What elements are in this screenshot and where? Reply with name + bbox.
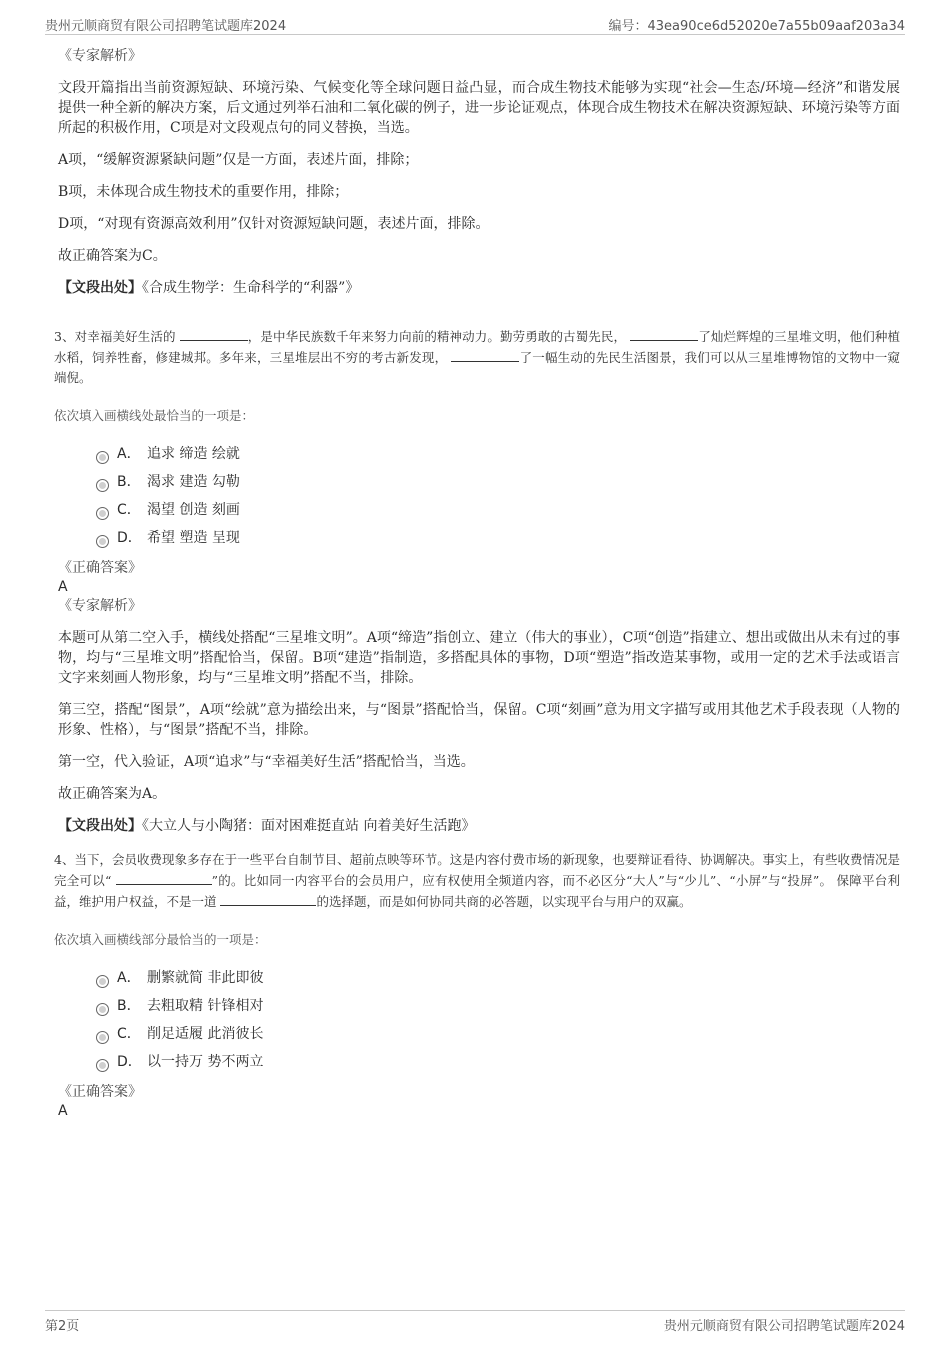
analysis-paragraph: 本题可从第二空入手，横线处搭配“三星堆文明”。A项“缔造”指创立、建立（伟大的事业），C项“创造”指建立、想出或做出从未有过的事物，均与“三星堆文明”搭配恰当，保留。B项“建造”指制造，多搭配具体的事物，D项“塑造”指改造某事物，或用一定的艺术手法或语言文字来刻画人物形象，均与“三星堆文明”搭配不当，排除。 xyxy=(58,630,900,686)
option-text: 去粗取精 针锋相对 xyxy=(147,998,264,1014)
option-text: 删繁就简 非此即彼 xyxy=(147,970,264,986)
page-header xyxy=(45,12,905,35)
blank-line xyxy=(630,326,698,341)
correct-answer-label: 《正确答案》 xyxy=(58,560,142,576)
blank-line xyxy=(220,891,316,906)
stem-text: 了一幅生动的先民生活图景，我们可以从三星堆博物馆的文物中一窥端倪。 xyxy=(54,350,900,385)
analysis-conclusion: 故正确答案为A。 xyxy=(58,786,167,802)
stem-text: 的选择题，而是如何协同共商的必答题，以实现平台与用户的双赢。 xyxy=(316,894,692,909)
radio-icon[interactable] xyxy=(96,479,109,492)
analysis-paragraph: 文段开篇指出当前资源短缺、环境污染、气候变化等全球问题日益凸显，而合成生物技术能够为实现“社会—生态/环境—经济”和谐发展提供一种全新的解决方案，后文通过列举石油和二氧化碳的例子，进一步论证观点，体现合成生物技术在解决资源短缺、环境污染等方面所起的积极作用，C项是对文段观点句的同义替换，当选。 xyxy=(58,80,900,136)
option-letter: C． xyxy=(117,1026,141,1042)
option-c[interactable] xyxy=(96,496,900,524)
option-letter: D． xyxy=(117,530,142,546)
option-text: 追求 缔造 绘就 xyxy=(147,446,240,462)
blank-line xyxy=(180,326,248,341)
option-letter: A． xyxy=(117,970,141,986)
page-footer xyxy=(45,1310,905,1335)
stem-text: ”的。比如同一内容平台的会员用户，应有权使用全频道内容，而不必区分“大人”与“少儿”、“小屏”与“投屏”。 保障平台利益，维护用户权益，不是一道 xyxy=(54,873,900,909)
analysis-paragraph: 第三空，搭配“图景”，A项“绘就”意为描绘出来，与“图景”搭配恰当，保留。C项“刻画”意为用文字描写或用其他艺术手段表现（人物的形象、性格），与“图景”搭配不当，排除。 xyxy=(58,702,900,738)
question-3-prompt: 依次填入画横线处最恰当的一项是： xyxy=(54,408,255,423)
question-3-options xyxy=(96,440,900,552)
radio-icon[interactable] xyxy=(96,1059,109,1072)
question-4-stem xyxy=(54,850,900,912)
question-4 xyxy=(54,850,900,1120)
question-3 xyxy=(54,326,900,836)
option-text: 希望 塑造 呈现 xyxy=(147,530,240,546)
radio-icon[interactable] xyxy=(96,1031,109,1044)
option-letter: D． xyxy=(117,1054,142,1070)
footer-title: 贵州元顺商贸有限公司招聘笔试题库2024 xyxy=(663,1319,905,1334)
blank-line xyxy=(451,347,519,362)
question-4-options xyxy=(96,964,900,1076)
correct-answer: A xyxy=(58,1103,68,1119)
option-c[interactable] xyxy=(96,1020,900,1048)
option-letter: B． xyxy=(117,474,141,490)
source-text: 《合成生物学：生命科学的“利器”》 xyxy=(142,280,360,296)
expert-analysis-label: 《专家解析》 xyxy=(58,598,142,614)
radio-icon[interactable] xyxy=(96,507,109,520)
radio-icon[interactable] xyxy=(96,975,109,988)
source-text: 《大立人与小陶猪：面对困难挺直站 向着美好生活跑》 xyxy=(142,818,476,834)
stem-text: 3、对幸福美好生活的 xyxy=(54,329,180,344)
correct-answer: A xyxy=(58,579,68,595)
stem-text: 了灿烂辉煌的三星堆文明，他们种植水稻，饲养牲畜，修建城邦。多年来，三星堆层出不穷的考古新发现， xyxy=(54,329,900,365)
option-b[interactable] xyxy=(96,992,900,1020)
radio-icon[interactable] xyxy=(96,451,109,464)
option-letter: A． xyxy=(117,446,141,462)
header-title: 贵州元顺商贸有限公司招聘笔试题库2024 xyxy=(45,19,287,34)
expert-analysis-label: 《专家解析》 xyxy=(58,48,142,64)
source-label: 【文段出处】 xyxy=(58,818,142,834)
page-number: 第2页 xyxy=(45,1319,80,1334)
option-a[interactable] xyxy=(96,964,900,992)
source-line xyxy=(58,816,900,836)
analysis-conclusion: 故正确答案为C。 xyxy=(58,248,167,264)
analysis-paragraph: D项，“对现有资源高效利用”仅针对资源短缺问题，表述片面，排除。 xyxy=(58,216,490,232)
radio-icon[interactable] xyxy=(96,535,109,548)
question-4-prompt: 依次填入画横线部分最恰当的一项是： xyxy=(54,932,267,947)
option-a[interactable] xyxy=(96,440,900,468)
option-letter: C． xyxy=(117,502,141,518)
correct-answer-label: 《正确答案》 xyxy=(58,1084,142,1100)
option-d[interactable] xyxy=(96,1048,900,1076)
source-label: 【文段出处】 xyxy=(58,280,142,296)
stem-text: 4、当下，会员收费现象多存在于一些平台自制节目、超前点映等环节。这是内容付费市场的新现象，也要辩证看待、协调解决。事实上，有些收费情况是完全可以“ xyxy=(54,852,900,888)
question-3-stem xyxy=(54,326,900,388)
stem-text: ，是中华民族数千年来努力向前的精神动力。勤劳勇敢的古蜀先民， xyxy=(247,329,631,344)
analysis-paragraph: 第一空，代入验证，A项“追求”与“幸福美好生活”搭配恰当，当选。 xyxy=(58,754,475,770)
option-b[interactable] xyxy=(96,468,900,496)
prev-question-analysis xyxy=(58,46,900,298)
option-text: 以一持万 势不两立 xyxy=(147,1054,264,1070)
option-text: 渴求 建造 勾勒 xyxy=(147,474,240,490)
analysis-paragraph: B项，未体现合成生物技术的重要作用，排除； xyxy=(58,184,349,200)
option-d[interactable] xyxy=(96,524,900,552)
page-content xyxy=(54,46,900,1120)
source-line xyxy=(58,278,900,298)
header-doc-id: 编号：43ea90ce6d52020e7a55b09aaf203a34 xyxy=(608,19,905,34)
option-text: 削足适履 此消彼长 xyxy=(147,1026,264,1042)
radio-icon[interactable] xyxy=(96,1003,109,1016)
option-letter: B． xyxy=(117,998,141,1014)
analysis-paragraph: A项，“缓解资源紧缺问题”仅是一方面，表述片面，排除； xyxy=(58,152,419,168)
option-text: 渴望 创造 刻画 xyxy=(147,502,240,518)
blank-line xyxy=(116,870,212,885)
